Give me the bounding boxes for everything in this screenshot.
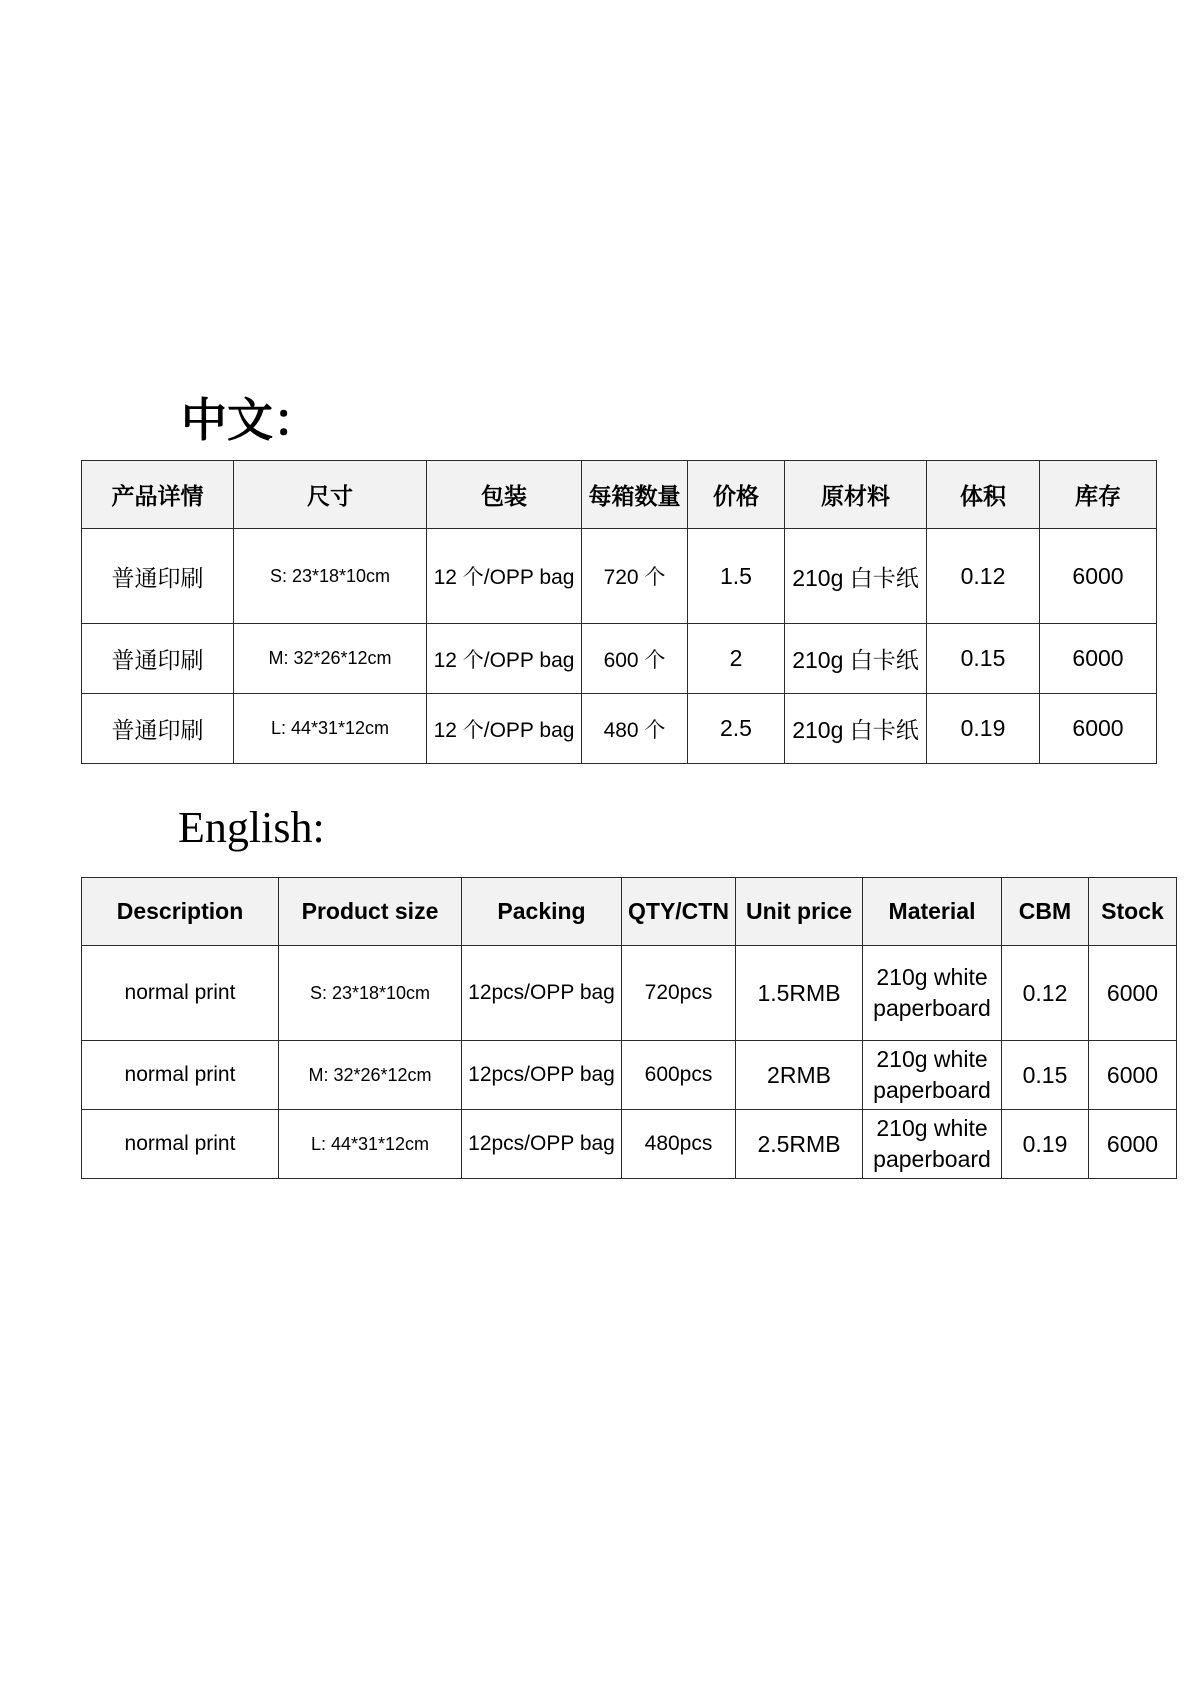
table-cell: 600pcs (622, 1041, 736, 1110)
table-cell: 6000 (1089, 1110, 1177, 1179)
table-cell: 普通印刷 (82, 694, 234, 764)
table-cell: 2 (688, 624, 785, 694)
table-cell: 12 个/OPP bag (427, 529, 582, 624)
column-header: CBM (1002, 878, 1089, 946)
table-header-row (82, 878, 1177, 946)
table-cell: M: 32*26*12cm (279, 1041, 462, 1110)
chinese-section-heading: 中文： (181, 393, 319, 447)
column-header: Material (863, 878, 1002, 946)
table-cell: 6000 (1040, 624, 1157, 694)
table-cell: 6000 (1089, 946, 1177, 1041)
column-header: 包装 (427, 461, 582, 529)
column-header: Unit price (736, 878, 863, 946)
table-cell: 720 个 (582, 529, 688, 624)
table-cell: S: 23*18*10cm (234, 529, 427, 624)
chinese-spec-table (81, 460, 1157, 764)
table-cell: M: 32*26*12cm (234, 624, 427, 694)
table-row (82, 1110, 1177, 1179)
table-row (82, 529, 1157, 624)
table-cell: 1.5 (688, 529, 785, 624)
table-cell: 720pcs (622, 946, 736, 1041)
table-cell: 2.5RMB (736, 1110, 863, 1179)
column-header: QTY/CTN (622, 878, 736, 946)
table-cell: 480pcs (622, 1110, 736, 1179)
column-header: 体积 (927, 461, 1040, 529)
column-header: 库存 (1040, 461, 1157, 529)
table-cell: L: 44*31*12cm (279, 1110, 462, 1179)
english-spec-table (81, 877, 1177, 1179)
table-cell: 12 个/OPP bag (427, 624, 582, 694)
column-header: Product size (279, 878, 462, 946)
column-header: 价格 (688, 461, 785, 529)
table-cell: 210g 白卡纸 (785, 624, 927, 694)
table-cell: 6000 (1040, 694, 1157, 764)
table-cell (863, 1041, 1002, 1110)
table-cell: 12pcs/OPP bag (462, 1110, 622, 1179)
table-cell: normal print (82, 1041, 279, 1110)
column-header: 每箱数量 (582, 461, 688, 529)
table-cell: 12 个/OPP bag (427, 694, 582, 764)
table-cell: 0.19 (927, 694, 1040, 764)
table-cell: 0.12 (927, 529, 1040, 624)
table-cell: normal print (82, 1110, 279, 1179)
column-header: Description (82, 878, 279, 946)
table-row (82, 946, 1177, 1041)
table-cell: 普通印刷 (82, 529, 234, 624)
table-cell: 1.5RMB (736, 946, 863, 1041)
table-cell: 6000 (1040, 529, 1157, 624)
table-cell: 2.5 (688, 694, 785, 764)
table-cell: 0.19 (1002, 1110, 1089, 1179)
table-cell: 12pcs/OPP bag (462, 1041, 622, 1110)
material-text: 210g white paperboard (873, 964, 991, 1021)
table-cell: 600 个 (582, 624, 688, 694)
table-cell: 普通印刷 (82, 624, 234, 694)
column-header: 原材料 (785, 461, 927, 529)
table-cell: 2RMB (736, 1041, 863, 1110)
column-header: Stock (1089, 878, 1177, 946)
table-row (82, 624, 1157, 694)
table-cell (863, 946, 1002, 1041)
column-header: 产品详情 (82, 461, 234, 529)
english-section-heading: English: (178, 803, 325, 852)
table-cell: normal print (82, 946, 279, 1041)
column-header: 尺寸 (234, 461, 427, 529)
table-cell: L: 44*31*12cm (234, 694, 427, 764)
table-cell (863, 1110, 1002, 1179)
table-cell: 0.12 (1002, 946, 1089, 1041)
table-header-row (82, 461, 1157, 529)
table-cell: S: 23*18*10cm (279, 946, 462, 1041)
table-cell: 6000 (1089, 1041, 1177, 1110)
table-cell: 0.15 (927, 624, 1040, 694)
table-cell: 210g 白卡纸 (785, 694, 927, 764)
table-row (82, 1041, 1177, 1110)
table-cell: 480 个 (582, 694, 688, 764)
table-cell: 12pcs/OPP bag (462, 946, 622, 1041)
material-text: 210g white paperboard (873, 1115, 991, 1172)
column-header: Packing (462, 878, 622, 946)
table-cell: 0.15 (1002, 1041, 1089, 1110)
table-row (82, 694, 1157, 764)
material-text: 210g white paperboard (873, 1046, 991, 1103)
table-cell: 210g 白卡纸 (785, 529, 927, 624)
